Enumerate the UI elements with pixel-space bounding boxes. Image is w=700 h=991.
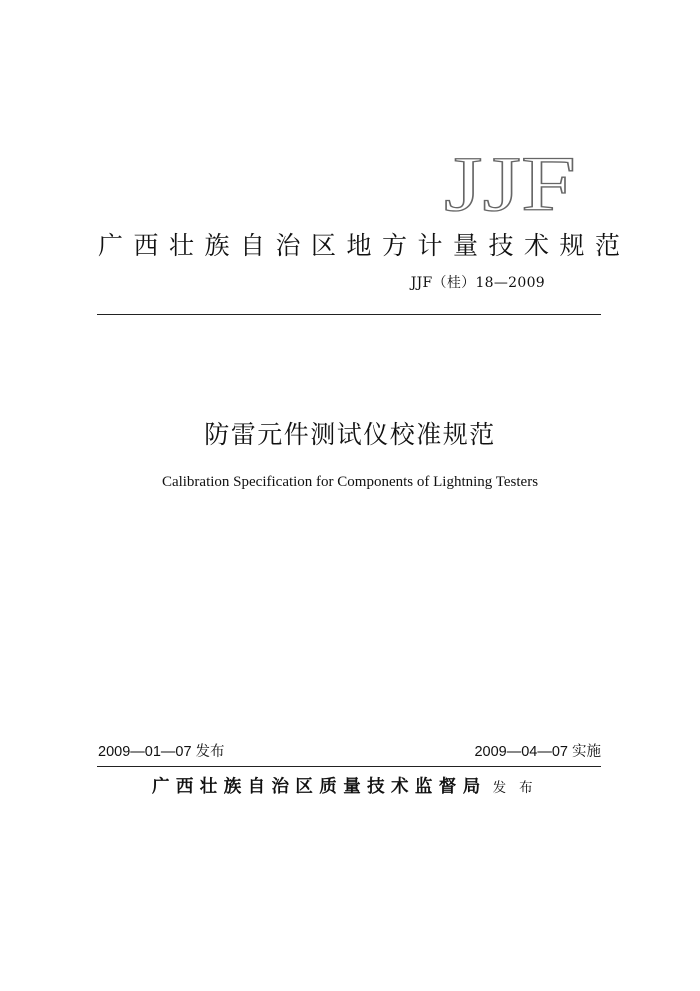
issue-action: 发布 (492, 780, 546, 796)
document-title: 防雷元件测试仪校准规范 (204, 420, 496, 449)
jjf-logo-text: JJF (444, 148, 576, 218)
effective-date: 2009—04—07 实施 (474, 744, 601, 760)
bottom-divider (97, 766, 601, 767)
series-title: 广西壮族自治区地方计量技术规范 (98, 231, 631, 260)
standard-code: JJF（桂）18—2009 (410, 275, 545, 291)
issuer-line (152, 774, 546, 801)
issuing-authority: 广西壮族自治区质量技术监督局 (152, 777, 487, 797)
document-subtitle-english: Calibration Specification for Components of Lightning Testers (161, 474, 539, 490)
jjf-logo (440, 148, 580, 218)
top-divider (97, 314, 601, 315)
issue-date: 2009—01—07 发布 (98, 744, 225, 760)
